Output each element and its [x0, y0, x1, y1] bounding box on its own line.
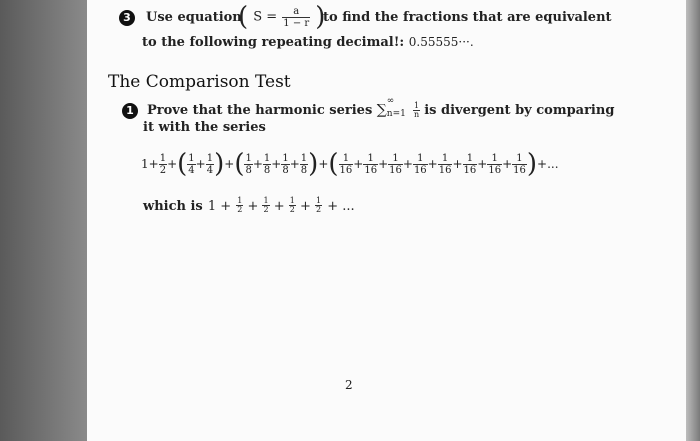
series-plus: +: [289, 157, 300, 171]
series-plus: +: [452, 157, 463, 171]
series-half-num: 1: [159, 152, 167, 164]
problem-1-badge: 1: [122, 103, 138, 119]
which-term: [315, 197, 322, 214]
quarters-term: [206, 153, 214, 176]
problem-1-line1-b: is divergent by comparing: [424, 103, 615, 118]
which-term-num: 1: [237, 196, 243, 205]
series-lead: 1+: [141, 157, 159, 171]
which-term: [262, 197, 269, 214]
sixteenths-close-paren: ): [526, 149, 538, 179]
sixteenths-term-num: 1: [491, 152, 498, 164]
eighths-close-paren: ): [308, 149, 319, 179]
sixteenths-term-den: 16: [413, 164, 427, 176]
eighths-term-num: 1: [245, 152, 252, 164]
which-is-lead: 1 +: [207, 199, 232, 214]
problem-3-badge: 3: [119, 10, 135, 26]
which-is-line: [143, 195, 355, 214]
document-page: [87, 0, 686, 441]
sixteenths-term-den: 16: [339, 164, 353, 176]
sixteenths-term-num: 1: [417, 152, 424, 164]
section-title: The Comparison Test: [108, 72, 291, 92]
eighths-term-num: 1: [282, 152, 289, 164]
series-plus: +: [224, 157, 235, 171]
which-plus: +: [269, 199, 289, 214]
series-plus: +: [252, 157, 263, 171]
quarters-term-num: 1: [206, 152, 214, 164]
sixteenths-term: [413, 153, 428, 176]
left-margin-shadow: [0, 0, 87, 441]
sixteenths-term: [463, 153, 478, 176]
sixteenths-term: [487, 153, 502, 176]
series-plus: +: [167, 157, 178, 171]
quarters-term-num: 1: [188, 152, 195, 164]
repeating-decimal: 0.55555···.: [408, 35, 474, 49]
which-term-den: 2: [316, 205, 322, 214]
problem-3-line2: [142, 35, 474, 50]
eighths-term-num: 1: [300, 152, 308, 164]
problem-3-equation: [238, 2, 325, 38]
which-term-den: 2: [263, 205, 269, 214]
sixteenths-term: [363, 153, 378, 176]
series-plus: +: [271, 157, 282, 171]
sixteenths-term-den: 16: [463, 164, 477, 176]
sum-term: [413, 102, 420, 119]
sixteenths-term-num: 1: [392, 152, 399, 164]
eighths-term: [244, 153, 252, 176]
problem-3-lead: Use equation: [146, 10, 242, 25]
sixteenths-term-den: 16: [488, 164, 502, 176]
sixteenths-term: [512, 153, 527, 176]
eighths-term-den: 8: [245, 164, 252, 176]
series-plus: +: [427, 157, 438, 171]
sum-upper: ∞: [386, 96, 395, 106]
sixteenths-term-num: 1: [342, 152, 350, 164]
eighths-term-den: 8: [300, 164, 308, 176]
eighths-term: [281, 153, 289, 176]
problem-1-line2: it with the series: [143, 120, 266, 135]
which-term-den: 2: [237, 205, 243, 214]
sixteenths-term-den: 16: [364, 164, 378, 176]
sixteenths-term: [388, 153, 403, 176]
close-paren: ): [315, 2, 326, 32]
sum-limits: [386, 96, 409, 119]
sixteenths-term-num: 1: [466, 152, 474, 164]
quarters-open-paren: (: [177, 149, 188, 179]
eighths-open-paren: (: [234, 149, 245, 179]
quarters-term: [187, 153, 195, 176]
which-is-label: which is: [143, 199, 203, 214]
series-half: [159, 153, 167, 176]
comparison-series: [141, 144, 559, 184]
sixteenths-term: [339, 153, 354, 176]
which-plus: +: [243, 199, 263, 214]
sixteenths-term-den: 16: [513, 164, 526, 176]
eighths-term: [300, 153, 308, 176]
problem-1-line1: [147, 96, 615, 119]
problem-1-line1-a: Prove that the harmonic series: [147, 103, 373, 118]
sixteenths-term-den: 16: [438, 164, 452, 176]
equation-lhs: S =: [253, 9, 278, 25]
which-is-terms: [236, 195, 322, 214]
sixteenths-term-num: 1: [441, 152, 449, 164]
which-plus: +: [295, 199, 316, 214]
equation-denominator: 1 − r: [283, 17, 310, 29]
sixteenths-term-den: 16: [389, 164, 402, 176]
open-paren: (: [238, 2, 249, 32]
series-plus: +: [353, 157, 364, 171]
which-term-num: 1: [316, 196, 322, 205]
series-tail: +...: [537, 157, 559, 171]
sum-term-den: n: [413, 110, 420, 119]
series-plus: +: [502, 157, 513, 171]
equation-fraction: [282, 6, 310, 29]
problem-3-after-eq: to find the fractions that are equivalent: [323, 10, 612, 25]
sum-term-num: 1: [413, 101, 420, 110]
harmonic-sum: [376, 96, 424, 119]
series-half-den: 2: [159, 164, 167, 176]
eighths-term-num: 1: [263, 152, 271, 164]
series-plus: +: [402, 157, 413, 171]
series-plus: +: [477, 157, 488, 171]
sixteenths-term-num: 1: [516, 152, 523, 164]
eighths-term-den: 8: [263, 164, 271, 176]
sixteenths-term-num: 1: [367, 152, 374, 164]
series-plus: +: [378, 157, 389, 171]
sixteenths-open-paren: (: [328, 149, 339, 179]
which-is-tail: + ...: [327, 199, 355, 214]
series-plus: +: [195, 157, 206, 171]
which-term-num: 1: [289, 196, 295, 205]
eighths-term-den: 8: [282, 164, 289, 176]
eighths-term: [263, 153, 271, 176]
sixteenths-term: [438, 153, 453, 176]
which-term-den: 2: [289, 205, 295, 214]
page-number: 2: [345, 378, 353, 392]
which-term-num: 1: [263, 196, 269, 205]
sum-symbol: ∑: [376, 102, 387, 118]
series-plus: +: [318, 157, 329, 171]
quarters-close-paren: ): [214, 149, 225, 179]
right-margin-shadow: [686, 0, 700, 441]
problem-3-line2-text: to the following repeating decimal!:: [142, 35, 405, 50]
quarters-term-den: 4: [188, 164, 195, 176]
which-term: [289, 197, 296, 214]
sum-lower: n=1: [386, 109, 406, 119]
quarters-term-den: 4: [206, 164, 214, 176]
equation-numerator: a: [293, 5, 300, 17]
